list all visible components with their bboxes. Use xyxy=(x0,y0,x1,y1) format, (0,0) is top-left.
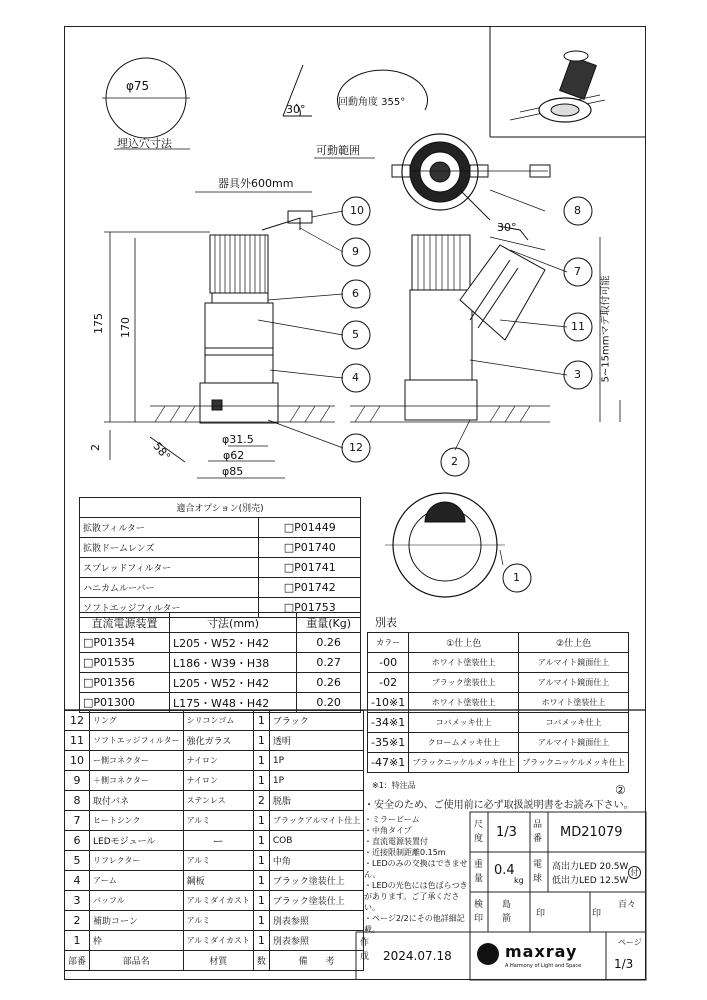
part-name: リフレクター xyxy=(90,851,184,871)
special-order-note: ※1：特注品 xyxy=(372,781,416,790)
option-code: □P01742 xyxy=(259,578,361,598)
footer-material: 材質 xyxy=(183,951,253,971)
spec-note: ・ページ2/2にその他詳細記載。 xyxy=(364,914,465,934)
page-label: ページ xyxy=(618,938,642,947)
hole-size-label: 埋込穴寸法 xyxy=(117,137,172,150)
dim-170: 170 xyxy=(119,317,132,338)
part-qty: 1 xyxy=(253,851,269,871)
option-code: □P01753 xyxy=(259,598,361,618)
power-size: L205・W52・H42 xyxy=(169,673,296,693)
part-qty: 1 xyxy=(253,771,269,791)
part-name: ヒートシンク xyxy=(90,811,184,831)
part-note: ブラックアルマイト仕上 xyxy=(269,811,363,831)
finish1: ホワイト塗装仕上 xyxy=(409,693,519,713)
part-name: ＋側コネクター xyxy=(90,771,184,791)
part-name: ー側コネクター xyxy=(90,751,184,771)
betsu-title: 別表 xyxy=(375,616,397,629)
option-name: 拡散ドームレンズ xyxy=(80,538,259,558)
hole-diameter: φ75 xyxy=(126,79,150,93)
footer-note: 備 考 xyxy=(269,951,363,971)
spec-note: ・LEDのみの交換はできません。 xyxy=(364,859,468,879)
part-note: 脱脂 xyxy=(269,791,363,811)
part-note: 中角 xyxy=(269,851,363,871)
part-note: ブラック塗装仕上 xyxy=(269,891,363,911)
circled-2: ② xyxy=(615,783,626,797)
part-material: ナイロン xyxy=(183,751,253,771)
footer-qty: 数 xyxy=(253,951,269,971)
color-code: -00 xyxy=(368,653,409,673)
option-name: ハニカムルーバー xyxy=(80,578,259,598)
part-name: リング xyxy=(90,711,184,731)
part-no: 2 xyxy=(65,911,90,931)
power-model: □P01300 xyxy=(80,693,170,713)
part-note: 1P xyxy=(269,751,363,771)
bulb-low: 低出力LED 12.5W xyxy=(552,876,629,886)
power-model: □P01356 xyxy=(80,673,170,693)
footer-part-no: 部番 xyxy=(65,951,90,971)
option-name: スプレッドフィルター xyxy=(80,558,259,578)
power-size: L205・W52・H42 xyxy=(169,633,296,653)
finish1: ブラック塗装仕上 xyxy=(409,673,519,693)
power-weight: 0.20 xyxy=(297,693,361,713)
part-qty: 1 xyxy=(253,811,269,831)
approver-name: 百々 xyxy=(618,900,637,910)
part-no: 8 xyxy=(65,791,90,811)
part-no: 10 xyxy=(65,751,90,771)
callout-2: 2 xyxy=(451,455,458,468)
part-note: ブラック塗装仕上 xyxy=(269,871,363,891)
color-code: -35※1 xyxy=(368,733,409,753)
safety-note: ・安全のため、ご使用前に必ず取扱説明書をお読み下さい。 xyxy=(364,800,634,811)
tilt-30: 30° xyxy=(497,221,517,234)
color-code: -10※1 xyxy=(368,693,409,713)
part-qty: 1 xyxy=(253,731,269,751)
cable-length: 器具外600mm xyxy=(218,177,294,190)
part-no: 9 xyxy=(65,771,90,791)
checker-seal: 印 xyxy=(536,909,546,919)
part-no: 4 xyxy=(65,871,90,891)
option-code: □P01741 xyxy=(259,558,361,578)
option-name: 拡散フィルター xyxy=(80,518,259,538)
part-name: ソフトエッジフィルター xyxy=(90,731,184,751)
finish1-header: ①仕上色 xyxy=(409,633,519,653)
power-weight: 0.27 xyxy=(297,653,361,673)
drawing-date: 2024.07.18 xyxy=(383,949,452,963)
weight-value: 0.4 xyxy=(494,863,515,878)
part-no: 11 xyxy=(65,731,90,751)
scale-value: 1/3 xyxy=(496,825,517,840)
part-no: 1 xyxy=(65,931,90,951)
movable-range-label: 可動範囲 xyxy=(316,144,360,157)
color-code: -47※1 xyxy=(368,753,409,773)
color-header: カラー xyxy=(368,633,409,653)
part-material: ステンレス xyxy=(183,791,253,811)
power-header-model: 直流電源装置 xyxy=(80,613,170,633)
item-no: MD21079 xyxy=(560,825,623,840)
callout-9: 9 xyxy=(352,245,359,258)
callout-7: 7 xyxy=(574,265,581,278)
part-name: LEDモジュール xyxy=(90,831,184,851)
approver-seal: 印 xyxy=(592,909,602,919)
maxray-logo-icon xyxy=(477,943,499,965)
check-label: 検印 xyxy=(474,900,484,924)
callout-10: 10 xyxy=(350,204,364,217)
page-number: 1/3 xyxy=(614,957,634,971)
callout-6: 6 xyxy=(352,287,359,300)
power-weight: 0.26 xyxy=(297,633,361,653)
callout-5: 5 xyxy=(352,328,359,341)
rotation-label: 回動角度 355° xyxy=(338,97,406,108)
dia-31-5: φ31.5 xyxy=(222,433,254,446)
callout-12: 12 xyxy=(349,441,363,454)
finish2: アルマイト鏡面仕上 xyxy=(519,733,629,753)
part-material: シリコンゴム xyxy=(183,711,253,731)
part-material: 強化ガラス xyxy=(183,731,253,751)
option-code: □P01449 xyxy=(259,518,361,538)
finish2: ホワイト塗装仕上 xyxy=(519,693,629,713)
part-material: アルミ xyxy=(183,851,253,871)
finish1: ホワイト塗装仕上 xyxy=(409,653,519,673)
dia-85: φ85 xyxy=(222,465,244,478)
spec-note: ・近接限制距離0.15m xyxy=(364,848,446,857)
part-material: アルミ xyxy=(183,811,253,831)
callout-1: 1 xyxy=(513,571,520,584)
part-material: アルミ xyxy=(183,911,253,931)
made-label: 作成 xyxy=(360,938,370,962)
part-no: 12 xyxy=(65,711,90,731)
part-material: ナイロン xyxy=(183,771,253,791)
mount-range: 5~15mmマデ取付可能 xyxy=(600,275,612,383)
option-code: □P01740 xyxy=(259,538,361,558)
part-name: バッフル xyxy=(90,891,184,911)
callout-11: 11 xyxy=(571,320,585,333)
weight-unit: kg xyxy=(514,876,524,885)
power-model: □P01535 xyxy=(80,653,170,673)
part-qty: 1 xyxy=(253,751,269,771)
angle-58: 58° xyxy=(150,439,173,464)
part-qty: 1 xyxy=(253,711,269,731)
part-qty: 1 xyxy=(253,891,269,911)
finish2: アルマイト鏡面仕上 xyxy=(519,673,629,693)
dim-2: 2 xyxy=(89,444,102,451)
finish2: アルマイト鏡面仕上 xyxy=(519,653,629,673)
part-material: ー xyxy=(183,831,253,851)
part-note: 1P xyxy=(269,771,363,791)
part-name: 枠 xyxy=(90,931,184,951)
finish2-header: ②仕上色 xyxy=(519,633,629,653)
part-no: 5 xyxy=(65,851,90,871)
part-no: 3 xyxy=(65,891,90,911)
part-material: 鋼板 xyxy=(183,871,253,891)
part-qty: 1 xyxy=(253,871,269,891)
part-qty: 1 xyxy=(253,931,269,951)
option-name: ソフトエッジフィルター xyxy=(80,598,259,618)
part-note: 別表参照 xyxy=(269,931,363,951)
color-code: -34※1 xyxy=(368,713,409,733)
spec-note: ・ミラービーム xyxy=(364,815,420,824)
brand-tagline: A Harmony of Light and Space xyxy=(505,963,582,969)
power-size: L186・W39・H38 xyxy=(169,653,296,673)
item-no-label: 品番 xyxy=(533,820,543,844)
dia-62: φ62 xyxy=(223,449,245,462)
dim-175: 175 xyxy=(92,313,105,334)
part-qty: 1 xyxy=(253,911,269,931)
spec-note: ・中角タイプ xyxy=(364,826,412,835)
part-qty: 1 xyxy=(253,831,269,851)
part-material: アルミダイカスト xyxy=(183,931,253,951)
part-note: ブラック xyxy=(269,711,363,731)
part-note: COB xyxy=(269,831,363,851)
part-note: 別表参照 xyxy=(269,911,363,931)
color-code: -02 xyxy=(368,673,409,693)
callout-3: 3 xyxy=(574,368,581,381)
part-material: アルミダイカスト xyxy=(183,891,253,911)
bulb-label: 電球 xyxy=(533,860,543,884)
spec-note: ・LEDの光色には色ばらつきがあります。ご了承ください。 xyxy=(364,881,468,912)
finish1: クロームメッキ仕上 xyxy=(409,733,519,753)
spec-note: ・直流電源装置付 xyxy=(364,837,428,846)
tilt-angle-small: 30° xyxy=(286,103,306,116)
bulb-high: 高出力LED 20.5W xyxy=(552,862,629,872)
part-note: 透明 xyxy=(269,731,363,751)
callout-8: 8 xyxy=(574,204,581,217)
power-header-weight: 重量(Kg) xyxy=(297,613,361,633)
part-no: 6 xyxy=(65,831,90,851)
finish2: ブラックニッケルメッキ仕上 xyxy=(519,753,629,773)
power-header-size: 寸法(mm) xyxy=(169,613,296,633)
part-qty: 2 xyxy=(253,791,269,811)
callout-4: 4 xyxy=(352,371,359,384)
part-name: 取付バネ xyxy=(90,791,184,811)
bulb-badge: 付 xyxy=(628,866,641,879)
footer-part-name: 部品名 xyxy=(90,951,184,971)
part-name: アーム xyxy=(90,871,184,891)
finish1: ブラックニッケルメッキ仕上 xyxy=(409,753,519,773)
power-weight: 0.26 xyxy=(297,673,361,693)
power-size: L175・W48・H42 xyxy=(169,693,296,713)
options-title: 適合オプション(別売) xyxy=(80,498,361,518)
scale-label: 尺度 xyxy=(474,820,484,844)
brand-name: maxray xyxy=(505,942,578,961)
part-name: 補助コーン xyxy=(90,911,184,931)
power-model: □P01354 xyxy=(80,633,170,653)
checker-name: 島箭 xyxy=(502,900,512,924)
part-no: 7 xyxy=(65,811,90,831)
finish2: コバメッキ仕上 xyxy=(519,713,629,733)
weight-label: 重量 xyxy=(474,860,484,884)
finish1: コバメッキ仕上 xyxy=(409,713,519,733)
